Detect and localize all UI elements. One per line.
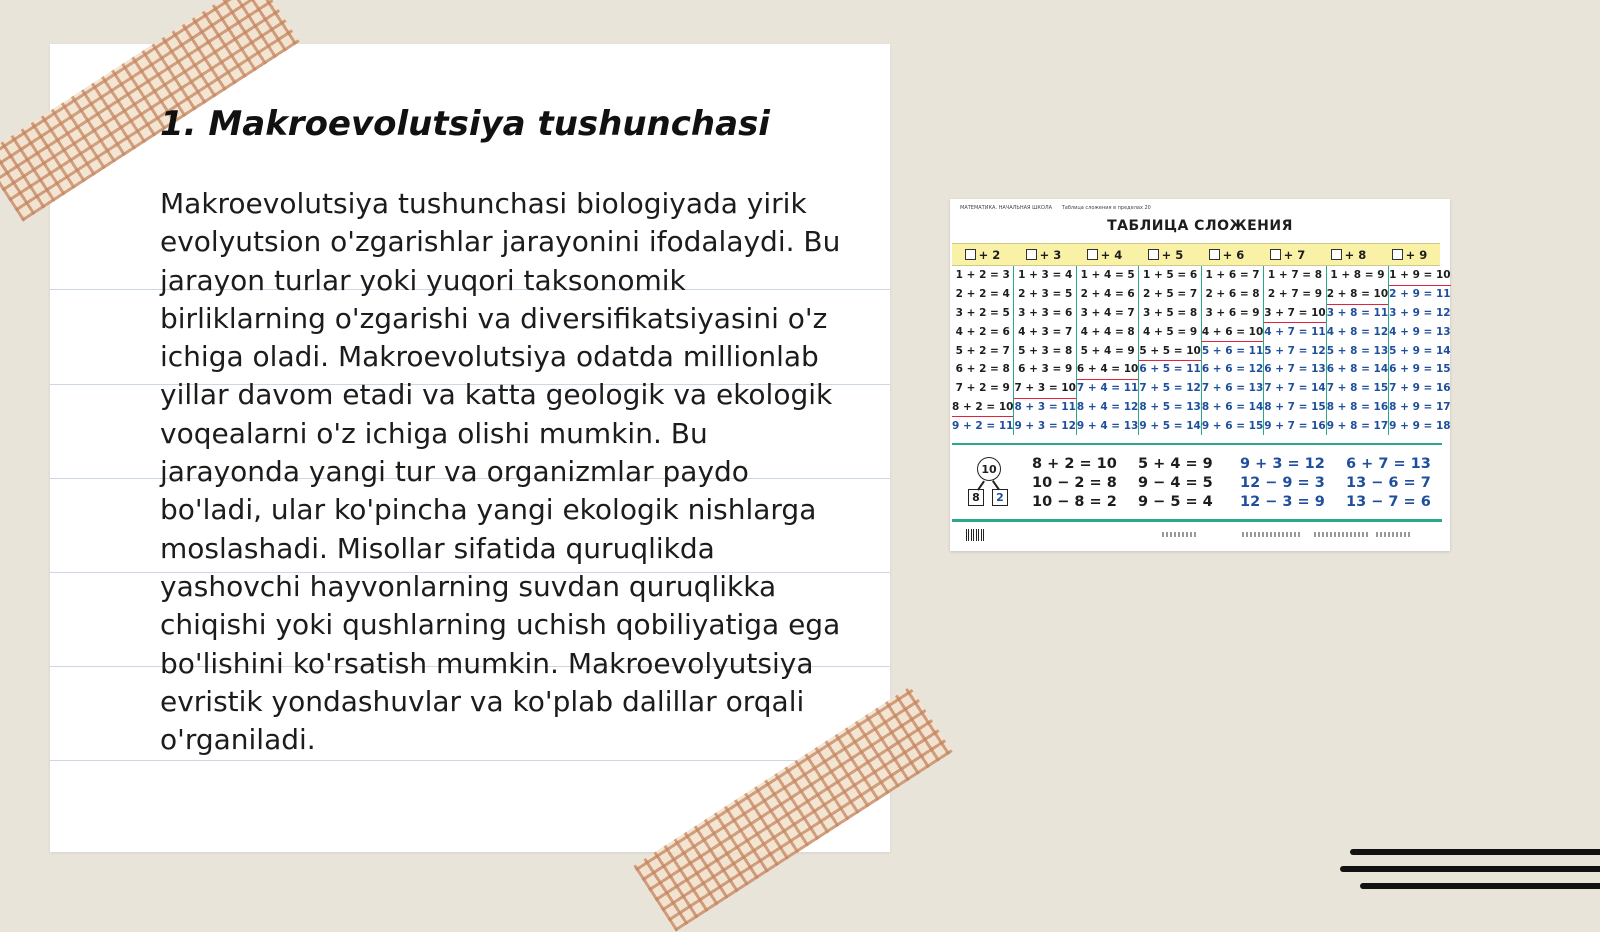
grid-cell: 3 + 3 = 6 <box>1018 306 1073 319</box>
grid-cell: 2 + 6 = 8 <box>1205 288 1260 301</box>
grid-column-header-label: + 4 <box>1100 247 1123 262</box>
grid-cell: 5 + 9 = 14 <box>1389 344 1451 357</box>
grid-column-header-label: + 9 <box>1405 247 1428 262</box>
poster-meta-subject: МАТЕМАТИКА. НАЧАЛЬНАЯ ШКОЛА <box>960 205 1053 211</box>
fine-print <box>1162 532 1198 537</box>
grid-cell: 2 + 4 = 6 <box>1080 288 1135 301</box>
poster-title: ТАБЛИЦА СЛОЖЕНИЯ <box>1107 218 1293 234</box>
grid-cell: 7 + 2 = 9 <box>955 382 1010 395</box>
grid-cell: 6 + 9 = 15 <box>1389 363 1451 376</box>
grid-column-header <box>1074 244 1135 265</box>
grid-cell: 8 + 2 = 10 <box>952 398 1013 417</box>
example-equation: 10 − 2 = 8 <box>1032 475 1117 491</box>
grid-column <box>1202 266 1264 435</box>
grid-cell: 3 + 7 = 10 <box>1264 304 1325 323</box>
example-equation: 10 − 8 = 2 <box>1032 494 1117 510</box>
grid-cell: 1 + 2 = 3 <box>955 269 1010 282</box>
grid-cell: 2 + 2 = 4 <box>955 288 1010 301</box>
grid-cell: 9 + 5 = 14 <box>1139 419 1201 432</box>
grid-cell: 8 + 3 = 11 <box>1014 400 1076 413</box>
grid-cell: 4 + 6 = 10 <box>1202 322 1263 341</box>
example-equation: 9 − 5 = 4 <box>1138 494 1213 510</box>
grid-cell: 9 + 2 = 11 <box>952 419 1014 432</box>
number-circle: 10 <box>977 457 1001 481</box>
blank-square-icon <box>965 249 976 260</box>
example-group <box>1138 455 1213 512</box>
grid-cell: 1 + 8 = 9 <box>1330 269 1385 282</box>
grid-cell: 8 + 9 = 17 <box>1389 400 1451 413</box>
grid-cell: 4 + 3 = 7 <box>1018 325 1073 338</box>
addition-grid-header <box>952 243 1440 266</box>
grid-cell: 7 + 9 = 16 <box>1389 382 1451 395</box>
grid-cell: 3 + 9 = 12 <box>1389 306 1451 319</box>
grid-cell: 7 + 8 = 15 <box>1326 382 1389 395</box>
number-square: 2 <box>992 489 1008 506</box>
grid-cell: 2 + 7 = 9 <box>1267 288 1323 301</box>
example-group <box>1346 455 1431 512</box>
grid-cell: 9 + 6 = 15 <box>1201 419 1264 432</box>
grid-column-header-label: + 6 <box>1222 247 1245 262</box>
grid-cell: 9 + 3 = 12 <box>1014 419 1076 432</box>
grid-column-header <box>1379 244 1440 265</box>
grid-cell: 9 + 8 = 17 <box>1326 419 1389 432</box>
blank-square-icon <box>1026 249 1037 260</box>
example-equation: 8 + 2 = 10 <box>1032 456 1117 472</box>
example-equation: 9 − 4 = 5 <box>1138 475 1213 491</box>
fine-print <box>1314 532 1368 537</box>
grid-column <box>1389 266 1450 435</box>
example-equation: 12 − 3 = 9 <box>1240 494 1325 510</box>
grid-cell: 3 + 8 = 11 <box>1326 306 1389 319</box>
grid-cell: 9 + 9 = 18 <box>1389 419 1451 432</box>
grid-cell: 4 + 2 = 6 <box>955 325 1010 338</box>
example-equation: 6 + 7 = 13 <box>1346 456 1431 472</box>
grid-column-header <box>1196 244 1257 265</box>
grid-cell: 2 + 5 = 7 <box>1143 288 1198 301</box>
grid-cell: 7 + 5 = 12 <box>1139 382 1201 395</box>
example-equation: 5 + 4 = 9 <box>1138 456 1213 472</box>
poster-meta-topic: Таблица сложения в пределах 20 <box>1061 205 1151 211</box>
addition-grid <box>952 266 1451 435</box>
example-equation: 13 − 7 = 6 <box>1346 494 1431 510</box>
example-equation: 12 − 9 = 3 <box>1240 475 1325 491</box>
grid-cell: 1 + 3 = 4 <box>1018 269 1073 282</box>
grid-cell: 3 + 2 = 5 <box>955 306 1010 319</box>
grid-cell: 7 + 6 = 13 <box>1201 382 1264 395</box>
grid-cell: 6 + 8 = 14 <box>1326 363 1389 376</box>
grid-cell: 6 + 4 = 10 <box>1077 360 1138 379</box>
example-group <box>1032 455 1117 512</box>
grid-column-header-label: + 7 <box>1283 247 1306 262</box>
poster-footer <box>962 525 1438 545</box>
grid-column-header-label: + 5 <box>1161 247 1184 262</box>
grid-column <box>1077 266 1139 435</box>
grid-cell: 9 + 4 = 13 <box>1076 419 1139 432</box>
poster-divider <box>952 443 1442 445</box>
fine-print <box>1242 532 1302 537</box>
grid-column <box>1014 266 1076 435</box>
grid-cell: 5 + 3 = 8 <box>1018 344 1073 357</box>
grid-cell: 6 + 6 = 12 <box>1201 363 1264 376</box>
grid-column <box>1327 266 1389 435</box>
grid-cell: 1 + 6 = 7 <box>1205 269 1260 282</box>
grid-cell: 4 + 5 = 9 <box>1143 325 1198 338</box>
example-equation: 9 + 3 = 12 <box>1240 456 1325 472</box>
grid-cell: 6 + 2 = 8 <box>955 363 1010 376</box>
grid-cell: 5 + 8 = 13 <box>1326 344 1389 357</box>
grid-cell: 8 + 5 = 13 <box>1139 400 1201 413</box>
grid-cell: 6 + 3 = 9 <box>1018 363 1073 376</box>
poster-meta <box>960 205 1159 211</box>
grid-column <box>1139 266 1201 435</box>
grid-cell: 1 + 4 = 5 <box>1080 269 1135 282</box>
grid-cell: 1 + 7 = 8 <box>1267 269 1323 282</box>
blank-square-icon <box>1148 249 1159 260</box>
grid-column-header-label: + 3 <box>1039 247 1062 262</box>
grid-cell: 6 + 5 = 11 <box>1139 363 1201 376</box>
grid-cell: 8 + 8 = 16 <box>1326 400 1389 413</box>
grid-cell: 5 + 5 = 10 <box>1139 341 1200 360</box>
example-equation: 13 − 6 = 7 <box>1346 475 1431 491</box>
decorative-stripe <box>1350 849 1600 855</box>
grid-column <box>1264 266 1326 435</box>
blank-square-icon <box>1270 249 1281 260</box>
grid-cell: 1 + 9 = 10 <box>1389 266 1450 285</box>
fine-print <box>1376 532 1410 537</box>
grid-cell: 3 + 4 = 7 <box>1080 306 1135 319</box>
grid-cell: 4 + 9 = 13 <box>1389 325 1451 338</box>
grid-cell: 3 + 6 = 9 <box>1205 306 1260 319</box>
grid-cell: 2 + 3 = 5 <box>1018 288 1073 301</box>
grid-column-header <box>1257 244 1318 265</box>
poster-footer-rule <box>952 519 1442 522</box>
number-square: 8 <box>968 489 984 506</box>
blank-square-icon <box>1392 249 1403 260</box>
grid-cell: 5 + 2 = 7 <box>955 344 1010 357</box>
grid-cell: 2 + 9 = 11 <box>1389 288 1451 301</box>
grid-cell: 7 + 7 = 14 <box>1264 382 1326 395</box>
grid-cell: 4 + 8 = 12 <box>1326 325 1389 338</box>
grid-cell: 4 + 4 = 8 <box>1080 325 1135 338</box>
grid-cell: 4 + 7 = 11 <box>1264 325 1326 338</box>
grid-cell: 9 + 7 = 16 <box>1264 419 1326 432</box>
blank-square-icon <box>1331 249 1342 260</box>
decorative-stripe <box>1340 866 1600 872</box>
addition-table-poster <box>950 199 1450 551</box>
grid-cell: 8 + 6 = 14 <box>1201 400 1264 413</box>
slide-body-text: Makroevolutsiya tushunchasi biologiyada yirik evolyutsion o'zgarishlar jarayonini ifodalaydi. Bu jarayon turlar yoki yuqori taksonomik birliklarning o'zgarishi va diversifikatsiyasini o'z ichiga oladi. Makroevolutsiya odatda millionlab yillar davom etadi va katta geologik va ekologik voqealarni o'z ichiga olishi mumkin. Bu jarayonda yangi tur va organizmlar paydo bo'ladi, ular ko'pincha yangi ekologik nishlarga moslashadi. Misollar sifatida quruqlikda yashovchi hayvonlarning suvdan quruqlikka chiqishi yoki qushlarning uchish qobiliyatiga ega bo'lishini ko'rsatish mumkin. Makroevolyutsiya evristik yondashuvlar va ko'plab dalillar orqali o'rganiladi. <box>160 187 841 757</box>
grid-cell: 7 + 4 = 11 <box>1076 382 1139 395</box>
grid-cell: 5 + 4 = 9 <box>1080 344 1135 357</box>
grid-column-header <box>1135 244 1196 265</box>
blank-square-icon <box>1209 249 1220 260</box>
grid-cell: 2 + 8 = 10 <box>1327 285 1388 304</box>
grid-cell: 1 + 5 = 6 <box>1143 269 1198 282</box>
example-group <box>1240 455 1325 512</box>
blank-square-icon <box>1087 249 1098 260</box>
barcode-icon <box>966 529 984 541</box>
slide-title: 1. Makroevolutsiya tushunchasi <box>160 104 770 144</box>
grid-cell: 6 + 7 = 13 <box>1264 363 1326 376</box>
grid-column-header <box>1318 244 1379 265</box>
grid-column-header <box>1013 244 1074 265</box>
grid-column-header-label: + 2 <box>978 247 1001 262</box>
grid-cell: 5 + 6 = 11 <box>1201 344 1264 357</box>
grid-cell: 5 + 7 = 12 <box>1264 344 1326 357</box>
grid-column-header-label: + 8 <box>1344 247 1367 262</box>
grid-cell: 7 + 3 = 10 <box>1014 379 1075 398</box>
grid-cell: 3 + 5 = 8 <box>1143 306 1198 319</box>
paper-rule-line <box>50 760 890 761</box>
grid-cell: 8 + 4 = 12 <box>1076 400 1139 413</box>
decorative-stripe <box>1360 883 1600 889</box>
grid-cell: 8 + 7 = 15 <box>1264 400 1326 413</box>
decomposition-section <box>950 451 1450 513</box>
grid-column-header <box>952 244 1013 265</box>
grid-column <box>952 266 1014 435</box>
